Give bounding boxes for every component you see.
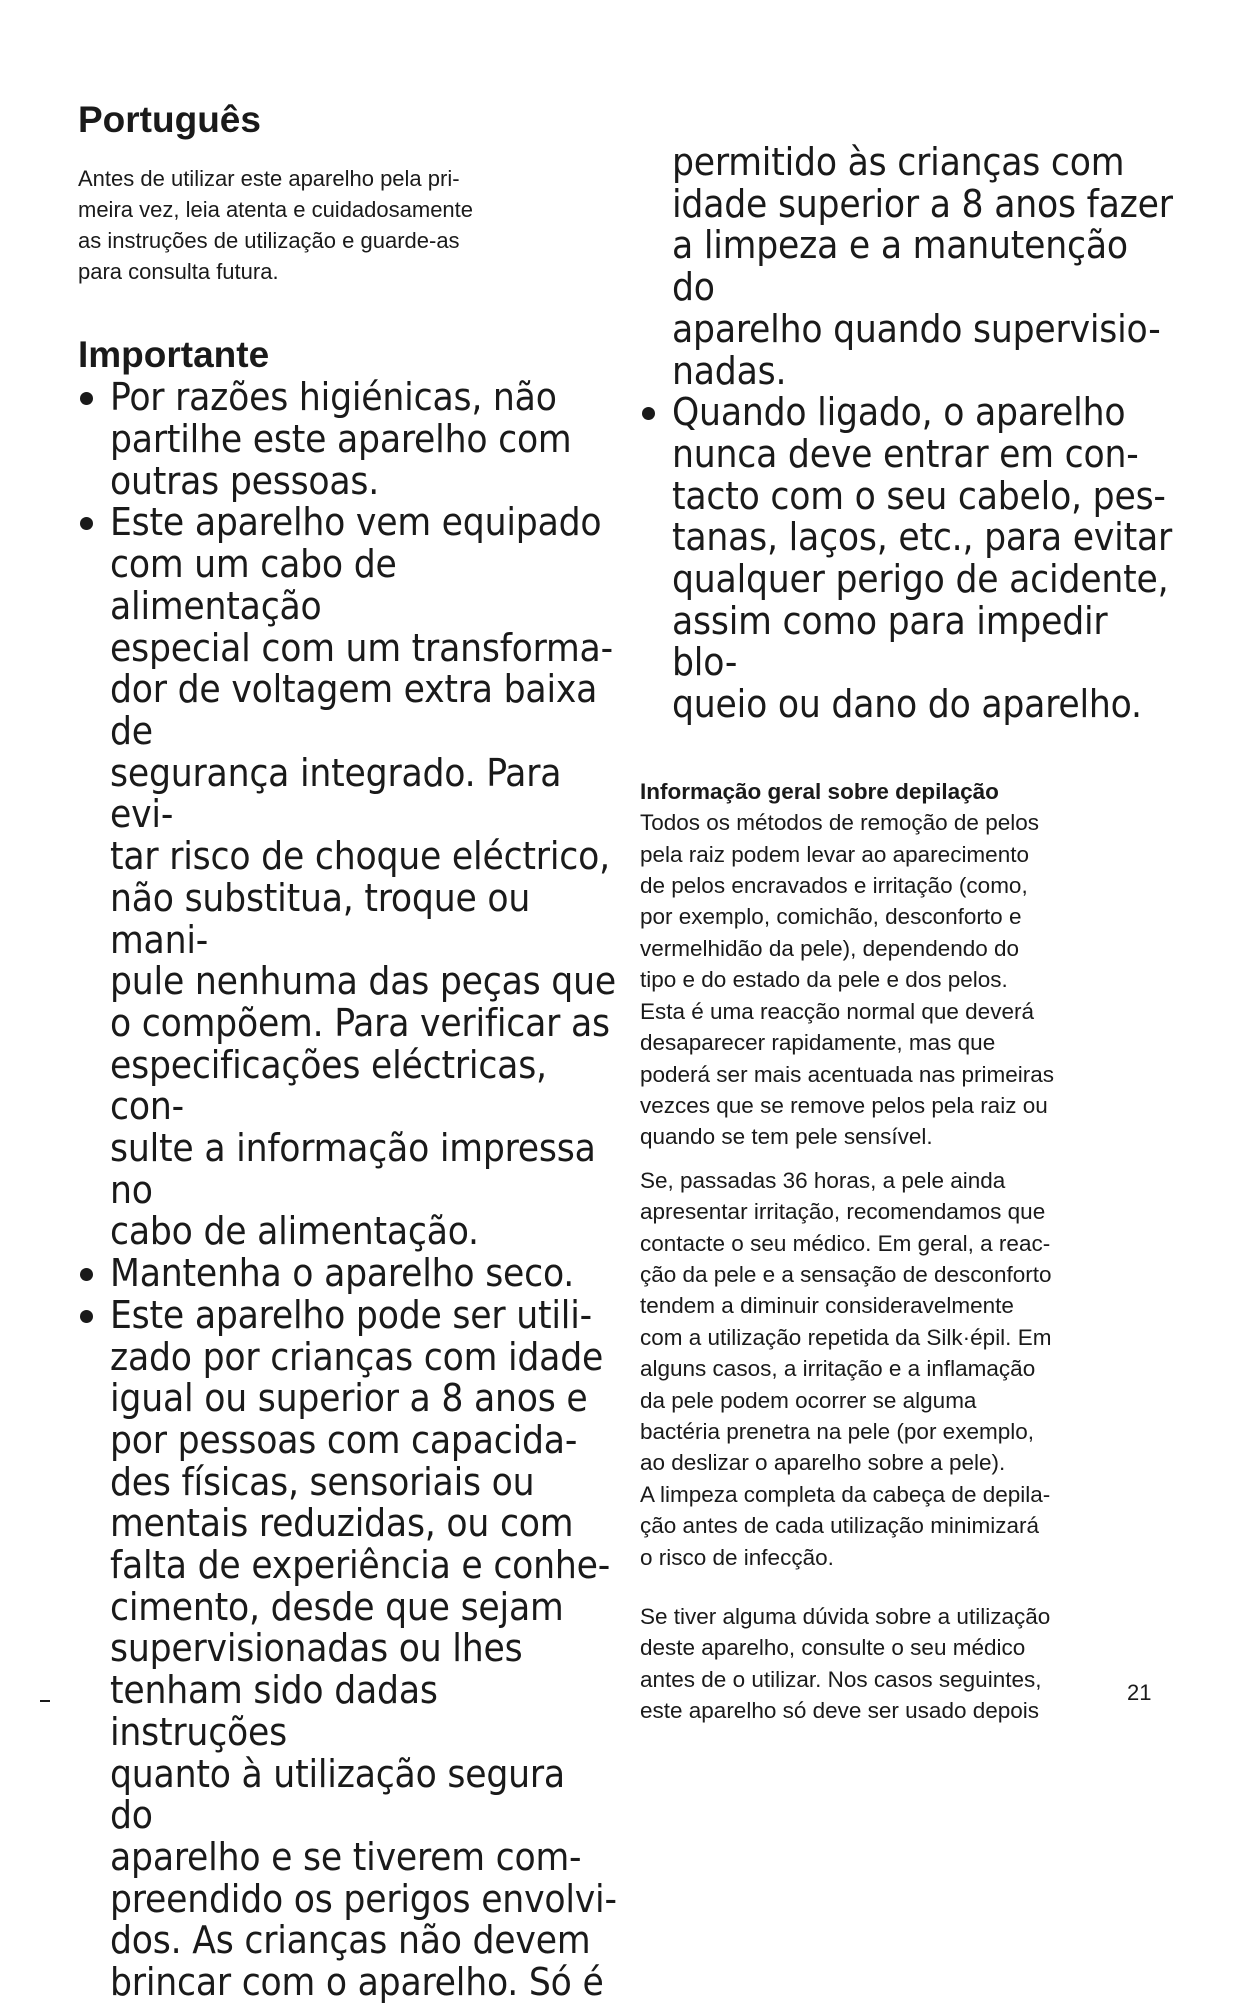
depilation-paragraph-1: Todos os métodos de remoção de pelos pela raiz podem levar ao aparecimento de pelos encravados e irritação (como, por exemplo, comichão, desconforto e vermelhidão da pele), dependendo do tipo e do estado da pele e dos pelos. Esta é uma reacção normal que deverá desaparecer rapidamente, mas que poderá ser mais acentuada nas primeiras vezces que se remove pelos pela raiz ou quando se tem pele sensível.: [640, 810, 1054, 1150]
left-column: [78, 100, 618, 2004]
page-number: 21: [1127, 1680, 1152, 1705]
bullet-item-hygiene: Por razões higiénicas, não partilhe este aparelho com outras pessoas.: [78, 377, 618, 502]
right-column: [640, 142, 1180, 1727]
bullet-item-keep-dry: Mantenha o aparelho seco.: [78, 1253, 618, 1295]
depilation-paragraph-2: Se, passadas 36 horas, a pele ainda apresentar irritação, recomendamos que contacte o seu médico. Em geral, a reac- ção da pele e a sensação de desconforto tendem a diminuir consideravelmente com a utilização repetida da Silk·épil. Em alguns casos, a irritação e a inflamação da pele podem ocorrer se alguma bactéria prenetra na pele (por exemplo, ao deslizar o aparelho sobre a pele). A limpeza completa da cabeça de depila- ção antes de cada utilização minimizará o risco de infecção.: [640, 1167, 1052, 1570]
intro-paragraph: Antes de utilizar este aparelho pela pri- meira vez, leia atenta e cuidadosamente as instruções de utilização e guarde-as para consulta futura.: [78, 165, 474, 284]
bullet-item-power-cable: Este aparelho vem equipado com um cabo de alimentação especial com um transforma- dor de voltagem extra baixa de segurança integrado. Para evi- tar risco de choque eléctrico, não substitua, troque ou mani- pule nenhuma das peças que o compõem. Para verificar as especificações eléctricas, con- sulte a informação impressa no cabo de alimentação.: [78, 502, 618, 1253]
important-list: [78, 377, 618, 2003]
important-heading: Importante: [78, 333, 270, 375]
depilation-paragraph-3: Se tiver alguma dúvida sobre a utilização deste aparelho, consulte o seu médico antes de o utilizar. Nos casos seguintes, este aparelho só deve ser usado depois: [640, 1604, 1051, 1724]
bullet-item-hair-contact: Quando ligado, o aparelho nunca deve entrar em con- tacto com o seu cabelo, pes- tanas, laços, etc., para evitar qualquer perigo de acidente, assim como para impedir blo- queio ou dano do aparelho.: [640, 392, 1180, 726]
margin-mark: [40, 1700, 50, 1702]
continued-text: permitido às crianças com idade superior a 8 anos fazer a limpeza e a manutenção do aparelho quando supervisio- nadas.: [672, 140, 1173, 394]
bullet-item-children: Este aparelho pode ser utili- zado por crianças com idade igual ou superior a 8 anos e por pessoas com capacida- des físicas, sensoriais ou mentais reduzidas, ou com falta de experiência e conhe- cimento, desde que sejam supervisionadas ou lhes tenham sido dadas instruções quanto à utilização segura do aparelho e se tiverem com- preendido os perigos envolvi- dos. As crianças não devem brincar com o aparelho. Só é: [78, 1295, 618, 2004]
right-bullet-list: [640, 392, 1180, 726]
depilation-heading: Informação geral sobre depilação: [640, 778, 999, 804]
language-title: Português: [78, 99, 261, 140]
